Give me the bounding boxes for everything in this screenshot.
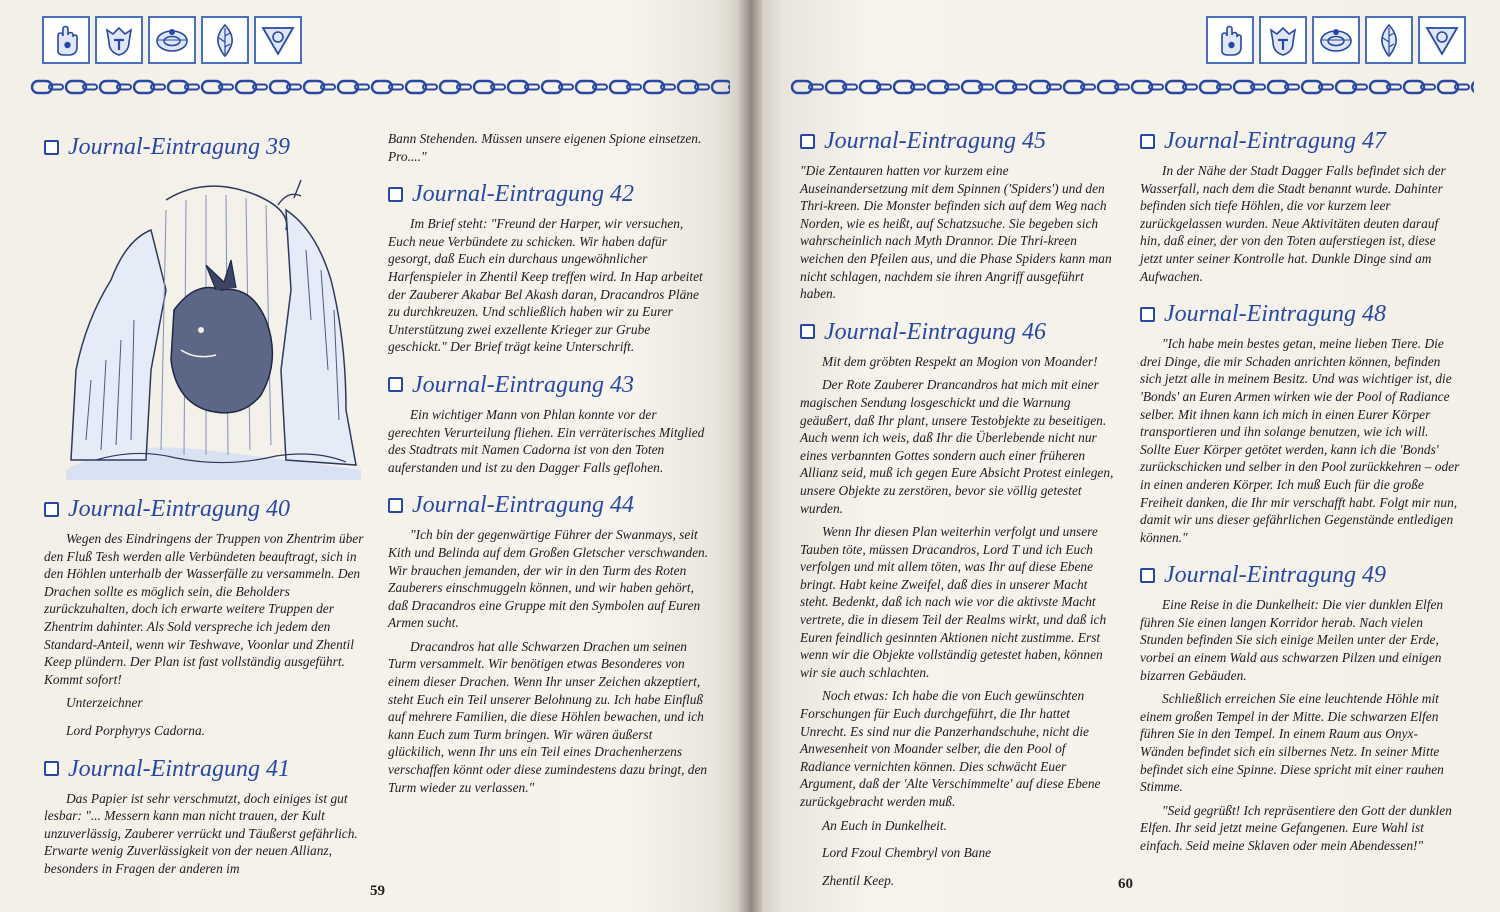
entry-40-title: Journal-Eintragung 40 [68,496,290,522]
entry-49-body-1: Eine Reise in die Dunkelheit: Die vier dunklen Elfen führen Sie einen langen Korridor herab. Nach vielen Stunden befinden Sie sich einige Meilen unter der Erde, vorbei an einem Wald aus schwarzen Pilzen und einigen bizarren Gebäuden. [1140,597,1444,683]
entry-48-heading [1140,299,1460,329]
book-gutter [738,0,762,912]
right-page [754,0,1500,912]
entry-46-body-3: Noch etwas: Ich habe die von Euch gewünschten Forschungen für Euch durchgeführt, die Ihr hattet Unrecht. Es sind nur die Panzerhandschuhe, nicht die Anwesenheit von Moander selber, die den Pool of Radiance vernichten können. Dies schwächt Euer Argument, daß der 'Alte Verschimmelte' auf diese Ebene zurückgebracht werden muß. [800,688,1101,809]
right-icon-strip [1206,16,1466,64]
entry-47-title: Journal-Eintragung 47 [1164,128,1386,154]
entry-40-heading [44,494,368,524]
entry-43-body: Ein wichtiger Mann von Phlan konnte vor der gerechten Verurteilung fliehen. Ein verräterisches Mitglied des Stadtrats mit Namen Cadorna ist von den Toten auferstanden und ist zu den Dagger Falls geflohen. [388,406,705,475]
triangle-icon [1418,16,1466,64]
entry-42-checkbox[interactable] [388,187,403,202]
entry-42-heading [388,179,710,209]
chain-border-left [30,76,730,98]
entry-46-signature-line-1: An Euch in Dunkelheit. [822,817,947,833]
entry-45-title: Journal-Eintragung 45 [824,128,1046,154]
entry-43-checkbox[interactable] [388,377,403,392]
entry-42-body: Im Brief steht: "Freund der Harper, wir versuchen, Euch neue Verbündete zu schicken. Wir haben dafür gesorgt, daß Euch ein durchaus ungewöhnlicher Harfenspieler in Zhentil Keep treffen wird. In Hap arbeitet der Zauberer Akabar Bel Akash daran, Dracandros Pläne zu durchkreuzen. Und schließlich haben wir zu Eurer Unterstützung zwei exzellente Krieger zur Grube geschickt." Der Brief trägt keine Unterschrift. [388,216,703,355]
entry-44-checkbox[interactable] [388,498,403,513]
entry-46-signature-line-2: Lord Fzoul Chembryl von Bane [822,845,992,861]
entry-39-title: Journal-Eintragung 39 [68,134,290,160]
triangle-icon [254,16,302,64]
entry-48-title: Journal-Eintragung 48 [1164,301,1386,328]
entry-44-title: Journal-Eintragung 44 [412,492,634,519]
entry-44-body-2: Dracandros hat alle Schwarzen Drachen um seinen Turm versammelt. Wir benötigen etwas Besonderes von einem dieser Drachen. Wenn Ihr unser Zeichen akzeptiert, steht Euch ein Teil unserer Belohnung zu. Ich habe Einfluß auf mehrere Familien, die diese Höhlen bewachen, und ich kann Euch zum Turm bringen. Wir wären äußerst glückilich, wenn Ihr uns ein Teil eines Drachenherzens verschaffen könnt oder diese zumindestens dazu bringt, den Turm wieder zu verlassen." [388,638,708,795]
entry-49-title: Journal-Eintragung 49 [1164,562,1386,589]
amulet-icon [148,16,196,64]
entry-40-checkbox[interactable] [44,502,59,517]
entry-46-checkbox[interactable] [800,324,815,339]
entry-41-title: Journal-Eintragung 41 [68,755,290,782]
entry-45-body: "Die Zentauren hatten vor kurzem eine Auseinandersetzung mit dem Spinnen ('Spiders') und den Thri-kreen. Die Monster befinden sich auf dem Weg nach Norden, wie es heißt, auf Schatzsuche. Sie begeben sich wahrscheinlich nach Myth Drannor. Die Thri-kreen weichen den Pfeilen aus, und die Phase Spiders kann man nicht schlagen, nachdem sie ihren Angriff ausgeführt haben. [800,163,1112,302]
chain-border-right [790,76,1474,98]
entry-39-heading [44,132,368,162]
entry-43-title: Journal-Eintragung 43 [412,371,634,398]
left-page-number: 59 [370,883,385,899]
entry-41-checkbox[interactable] [44,761,59,776]
entry-40-signature-line-2: Lord Porphyrys Cadorna. [66,722,205,738]
entry-49-body-2: Schließlich erreichen Sie eine leuchtende Höhle mit einem großen Tempel in der Mitte. Die schwarzen Elfen führen Sie in den Tempel. In einem Raum aus Onyx-Wänden befindet sich ein silbernes Netz. In seiner Mitte befindet sich eine Spinne. Diese spricht mit einer rauhen Stimme. [1140,691,1444,795]
entry-46-body-2: Wenn Ihr diesen Plan weiterhin verfolgt und unsere Tauben töte, müssen Dracandros, Lord T und ich Euch verfolgen und mit allem töten, was Ihr auf diese Ebene bringt. Habt keine Zweifel, daß dies in unserer Macht steht. Bedenkt, daß ich nach wie vor die aktivste Macht vertrete, die in diesem Teil der Realms wirkt, und daß ich Euren feindlich gesinnten Aktionen nicht zustimme. Erst wenn wir die Objekte vollständig getestet haben, können wir sie auch schlachten. [800,524,1107,680]
entry-47-checkbox[interactable] [1140,134,1155,149]
hand-icon [42,16,90,64]
entry-49-body-3: "Seid gegrüßt! Ich repräsentiere den Gott der dunklen Elfen. Ihr seid jetzt meine Gefangenen. Eure Wahl ist einfach. Seid meine Sklaven oder mein Abendessen!" [1140,802,1452,853]
entry-40-body: Wegen des Eindringens der Truppen von Zhentrim über den Fluß Tesh werden alle Verbündeten beauftragt, sich in den Höhlen unterhalb der Wasserfälle zu versammeln. Den Drachen sollte es möglich sein, die Beholders zurückzuhalten, doch ich erwarte weitere Truppen der Zhentrim dahinter. Als Sold verspreche ich jedem den Standard-Anteil, wenn wir Teshwave, Voonlar und Zhentil Keep plündern. Der Plan ist fast vollständig ausgeführt. Kommt sofort! [44,531,364,687]
entry-45-checkbox[interactable] [800,134,815,149]
entry-44-body-1: "Ich bin der gegenwärtige Führer der Swanmays, seit Kith und Belinda auf dem Großen Gletscher verschwanden. Wir brauchen jemanden, der wir in den Turm des Roten Zauberers einschmuggeln können, und wir haben gehört, daß Dracandros eine Gruppe mit den Symbolen auf Euren Armen sucht. [388,527,709,631]
left-column-1 [44,132,368,884]
entry-41-heading [44,754,368,784]
entry-48-body: "Ich habe mein bestes getan, meine lieben Tiere. Die drei Dinge, die mir Schaden anrichten können, befinden sich jetzt alle in meinem Besitz. Und was wichtiger ist, die 'Bonds' an Euren Armen wirken wie der Pool of Radiance selber. Mit ihnen kann ich mich in einen Eurer Körper transportieren und ihn solange benutzen, wie ich will. Sollte Euer Körper getötet werden, kann ich die 'Bonds' zurückschicken und selber in den Pool zurückkehren – oder in einen anderen Körper. Ich muß Euch für die große Freiheit danken, die Ihr mir verschafft habt. Folgt mir nun, damit wir uns dieser gefährlichen Gegenstände entledigen können." [1140,336,1460,545]
entry-49-heading [1140,560,1460,590]
entry-39-checkbox[interactable] [44,140,59,155]
entry-41-body-continued: Bann Stehenden. Müssen unsere eigenen Spione einsetzen. Pro...." [388,131,702,164]
left-icon-strip [42,16,302,64]
left-column-2 [388,130,710,802]
leaf-icon [1365,16,1413,64]
entry-42-title: Journal-Eintragung 42 [412,181,634,208]
amulet-icon [1312,16,1360,64]
entry-47-heading [1140,126,1460,156]
right-column-1 [800,126,1118,899]
entry-43-heading [388,370,710,400]
entry-46-heading [800,317,1118,347]
left-page [0,0,746,912]
entry-49-checkbox[interactable] [1140,568,1155,583]
entry-46-salutation: Mit dem gröbten Respekt an Mogion von Moander! [822,353,1098,369]
entry-46-body-1: Der Rote Zauberer Drancandros hat mich mit einer magischen Sendung losgeschickt und die Warnung geäußert, daß Ihr plant, unsere Testobjekte zu beseitigen. Auch wenn ich weis, daß Ihr die Überlebende nicht nur eines verbannten Gottes sondern auch einer früheren Allianz seid, muß ich gegen Eure Absicht Protest einlegen, unsere Objekte zu zerstören, bevor sie völlig getestet wurden. [800,377,1114,516]
entry-45-heading [800,126,1118,156]
waterfall-dragon-illustration [56,170,368,480]
right-page-number: 60 [1118,876,1133,892]
entry-40-signature-line-1: Unterzeichner [66,695,143,711]
right-column-2 [1140,126,1460,861]
entry-41-body: Das Papier ist sehr verschmutzt, doch einiges ist gut lesbar: "... Messern kann man nicht trauen, der Kult unzuverlässig, Zauberer verrückt und Täußerst gefährlich. Erwarte wenig Zuverlässigkeit von der neuen Allianz, besonders in Fragen der anderen im [44,790,358,876]
entry-46-signature-line-3: Zhentil Keep. [822,872,895,888]
helmet-icon [1259,16,1307,64]
entry-46-title: Journal-Eintragung 46 [824,318,1046,345]
leaf-icon [201,16,249,64]
entry-47-body: In der Nähe der Stadt Dagger Falls befindet sich der Wasserfall, nach dem die Stadt benannt wurde. Dahinter befinden sich tiefe Höhlen, die vor kurzem leer zurückgelassen wurden. Neue Aktivitäten deuten darauf hin, daß einer, der von den Toten auferstiegen ist, diese jetzt unter seiner Kontrolle hat. Dunkle Dinge sind am Aufwachen. [1140,163,1446,284]
helmet-icon [95,16,143,64]
hand-icon [1206,16,1254,64]
entry-44-heading [388,490,710,520]
entry-48-checkbox[interactable] [1140,307,1155,322]
